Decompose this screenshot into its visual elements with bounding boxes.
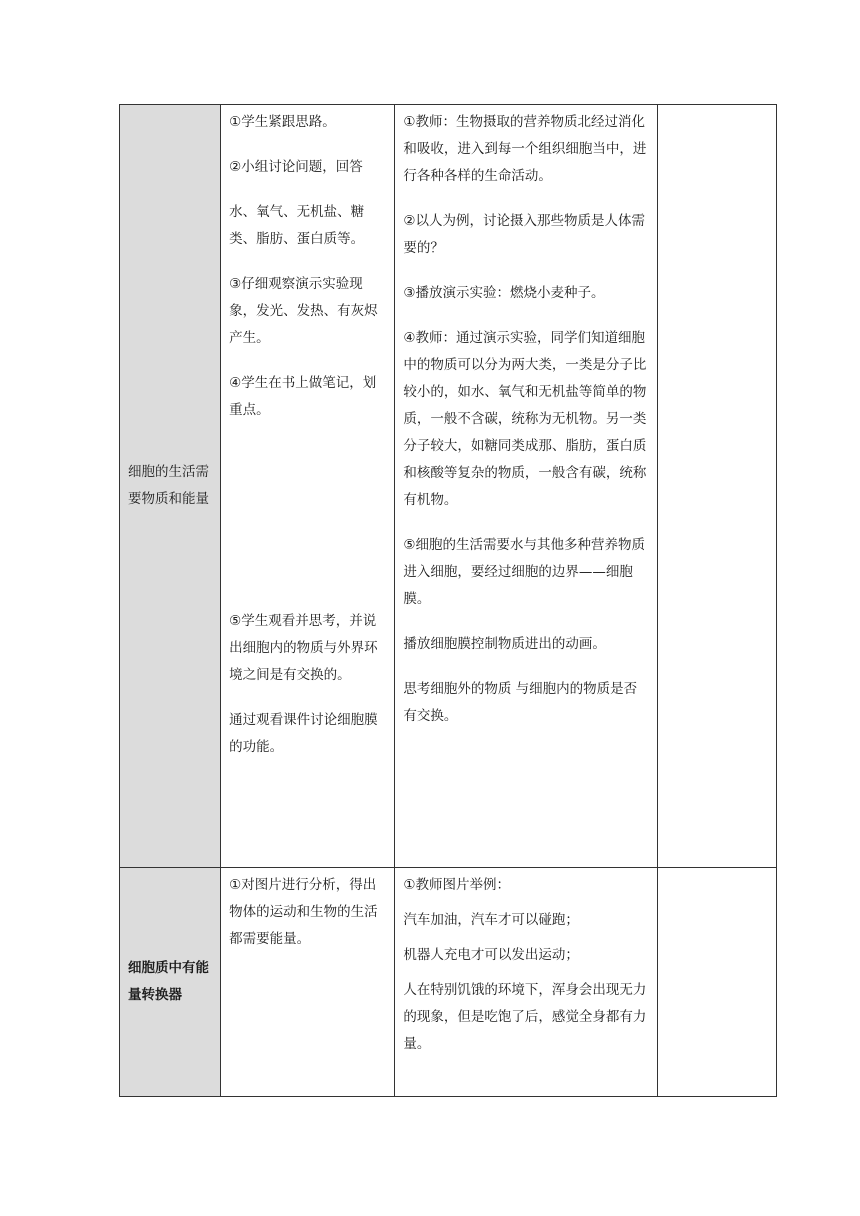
teacher-activity-line: 汽车加油，汽车才可以碰跑； [403,912,579,928]
teacher-activity-line: ①教师图片举例： [403,877,510,893]
teacher-activity-cell [395,868,657,1097]
teacher-activity-line: ③播放演示实验：燃烧小麦种子。 [403,285,605,301]
student-activity-line: ③仔细观察演示实验现象，发光、发热、有灰烬产生。 [229,276,378,346]
lesson-plan-table [119,104,777,1097]
teacher-activity-line: ④教师：通过演示实验，同学们知道细胞中的物质可以分为两大类，一类是分子比较小的，如水、氧气和无机盐等简单的物质，一般不含碳，统称为无机物。另一类分子较大，如糖同类成那、脂肪，蛋白质和核酸等复杂的物质，一般含有碳，统称有机物。 [403,330,647,508]
student-activity-line: ④学生在书上做笔记，划重点。 [229,375,377,418]
notes-cell [657,868,776,1097]
table-row [120,105,777,868]
notes-cell [657,105,776,868]
topic-text: 细胞质中有能量转换器 [128,960,209,1003]
student-activity-line: ⑤学生观看并思考，并说出细胞内的物质与外界环境之间是有交换的。 [229,613,378,683]
student-activity-line: 水、氧气、无机盐、糖类、脂肪、蛋白质等。 [229,204,365,247]
topic-cell [120,105,221,868]
table-row [120,868,777,1097]
student-activity-line: ②小组讨论问题，回答 [229,159,363,175]
topic-cell [120,868,221,1097]
topic-text: 细胞的生活需要物质和能量 [128,464,209,507]
teacher-activity-line: ①教师：生物摄取的营养物质北经过消化和吸收，进入到每一个组织细胞当中，进行各种各样的生命活动。 [403,114,647,184]
teacher-activity-line: 播放细胞膜控制物质进出的动画。 [403,636,606,652]
teacher-activity-line: 机器人充电才可以发出运动； [403,947,579,963]
student-activity-cell [221,105,395,868]
student-activity-line: ①对图片进行分析，得出物体的运动和生物的生活都需要能量。 [229,877,378,947]
teacher-activity-line: 思考细胞外的物质 与细胞内的物质是否有交换。 [403,681,638,724]
student-activity-line: ①学生紧跟思路。 [229,114,336,130]
teacher-activity-cell [395,105,657,868]
teacher-activity-line: ②以人为例，讨论摄入那些物质是人体需要的？ [403,213,645,256]
student-activity-cell [221,868,395,1097]
teacher-activity-line: 人在特别饥饿的环境下，浑身会出现无力的现象，但是吃饱了后，感觉全身都有力量。 [403,982,647,1052]
student-activity-line: 通过观看课件讨论细胞膜的功能。 [229,712,378,755]
teacher-activity-line: ⑤细胞的生活需要水与其他多种营养物质进入细胞，要经过细胞的边界——细胞膜。 [403,537,645,607]
